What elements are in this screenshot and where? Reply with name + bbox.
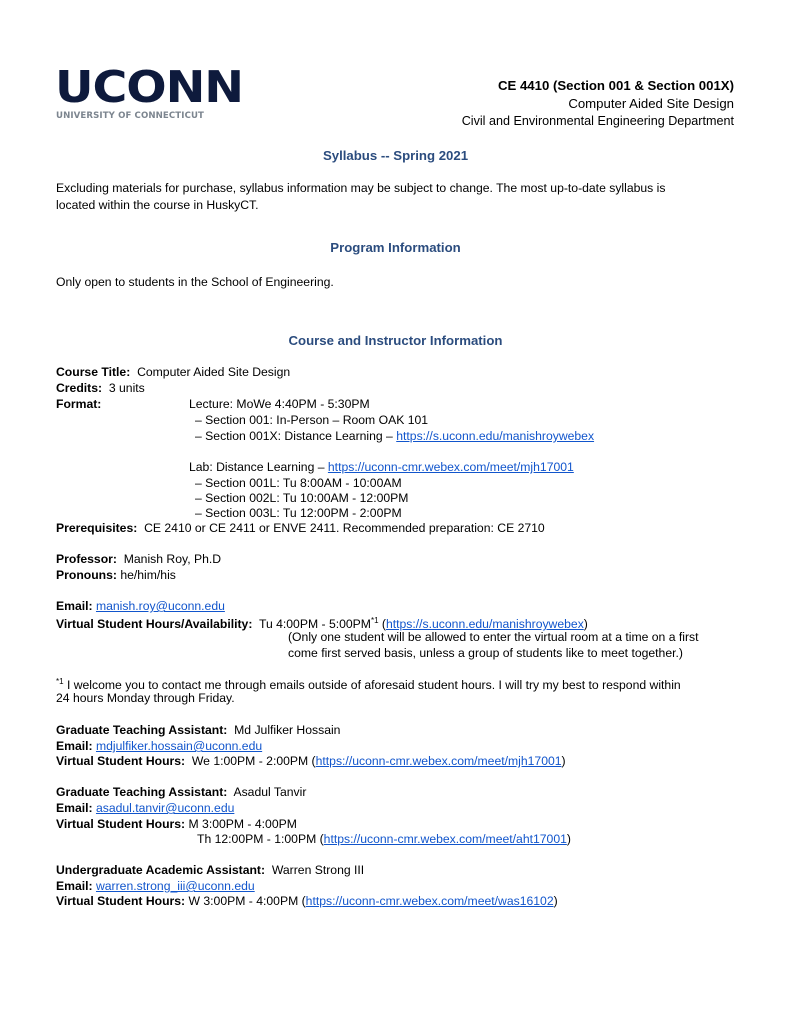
pronouns-row: Pronouns: he/him/his [56,568,176,582]
ta1-name: Md Julfiker Hossain [234,723,341,737]
ta2-row: Graduate Teaching Assistant: Asadul Tanvir [56,785,307,799]
credits-value: 3 units [108,381,145,395]
program-text: Only open to students in the School of Engineering. [56,275,334,289]
department: Civil and Environmental Engineering Department [461,114,734,128]
course-title-row [56,364,290,380]
ta2-hours-row: Virtual Student Hours: M 3:00PM - 4:00PM [56,817,297,831]
disclaimer-line-2: located within the course in HuskyCT. [56,198,259,212]
credits-label: Credits: [56,381,103,395]
ta2-email-row: Email: asadul.tanvir@uconn.edu [56,801,235,815]
uaa-name: Warren Strong III [271,863,365,877]
ta2-hours-row-2: Th 12:00PM - 1:00PM (https://uconn-cmr.webex.com/meet/aht17001) [197,832,571,846]
footnote-line-2: 24 hours Monday through Friday. [56,691,235,705]
course-heading: Course and Instructor Information [288,333,503,348]
disclaimer-line-1: Excluding materials for purchase, syllabus information may be subject to change. The most up-to-date syllabus is [56,181,666,195]
ta2-email-link[interactable]: asadul.tanvir@uconn.edu [95,801,235,815]
ta1-hours-link[interactable]: https://uconn-cmr.webex.com/meet/mjh17001 [315,754,562,768]
footnote-line-1: $^{*1}$ I welcome you to contact me through emails outside of aforesaid student hours. I will try my best to respond within [56,677,681,693]
professor-email-row: Email: manish.roy@uconn.edu [56,599,225,613]
uaa-email-link[interactable]: warren.strong_iii@uconn.edu [95,879,255,893]
course-title-label: Course Title: [56,365,131,379]
professor-email-link[interactable]: manish.roy@uconn.edu [95,599,225,613]
uaa-hours-row: Virtual Student Hours: W 3:00PM - 4:00PM (https://uconn-cmr.webex.com/meet/was16102) [56,894,558,908]
professor-row: Professor: Manish Roy, Ph.D [56,552,222,566]
ta1-row: Graduate Teaching Assistant: Md Julfiker Hossain [56,723,341,737]
course-title-value: Computer Aided Site Design [137,365,291,379]
professor-hours-row: Virtual Student Hours/Availability: Tu 4:00PM - 5:00PM$^{*1}$ (https://s.uconn.edu/manishroywebex) [56,616,588,632]
lab-link[interactable]: https://uconn-cmr.webex.com/meet/mjh17001 [327,460,574,474]
ta1-hours-row: Virtual Student Hours: We 1:00PM - 2:00PM (https://uconn-cmr.webex.com/meet/mjh17001) [56,754,566,768]
lab-section-003l: – Section 003L: Tu 12:00PM - 2:00PM [195,506,402,520]
prerequisites-row: Prerequisites: CE 2410 or CE 2411 or ENVE 2411. Recommended preparation: CE 2710 [56,521,545,535]
uaa-email-row: Email: warren.strong_iii@uconn.edu [56,879,255,893]
pronouns-value: he/him/his [120,568,176,582]
lab-section-002l: – Section 002L: Tu 10:00AM - 12:00PM [195,491,409,505]
professor-note-2: come first served basis, unless a group of students like to meet together.) [288,646,683,660]
format-label: Format: [56,397,102,411]
course-name: Computer Aided Site Design [568,96,734,111]
lab-info: Lab: Distance Learning – https://uconn-cmr.webex.com/meet/mjh17001 [189,460,574,474]
lecture-schedule: Lecture: MoWe 4:40PM - 5:30PM [189,397,370,411]
section-001x: – Section 001X: Distance Learning – https://s.uconn.edu/manishroywebex [195,429,595,443]
lab-section-001l: – Section 001L: Tu 8:00AM - 10:00AM [195,476,402,490]
uaa-row: Undergraduate Academic Assistant: Warren Strong III [56,863,365,877]
section-001: – Section 001: In-Person – Room OAK 101 [195,413,429,427]
ta1-email-row: Email: mdjulfiker.hossain@uconn.edu [56,739,263,753]
section-001x-link[interactable]: https://s.uconn.edu/manishroywebex [396,429,595,443]
prerequisites-value: CE 2410 or CE 2411 or ENVE 2411. Recommended preparation: CE 2710 [144,521,545,535]
uconn-logo: UCONN [55,62,244,113]
professor-name: Manish Roy, Ph.D [123,552,222,566]
credits-row [56,380,145,396]
uconn-logo-subtitle: UNIVERSITY OF CONNECTICUT [56,111,205,121]
professor-hours-link[interactable]: https://s.uconn.edu/manishroywebex [385,617,584,632]
syllabus-title: Syllabus -- Spring 2021 [322,148,469,163]
course-code: CE 4410 (Section 001 & Section 001X) [497,78,734,93]
ta2-hours-link[interactable]: https://uconn-cmr.webex.com/meet/aht17001 [323,832,567,846]
ta1-email-link[interactable]: mdjulfiker.hossain@uconn.edu [95,739,263,753]
uaa-hours-link[interactable]: https://uconn-cmr.webex.com/meet/was16102 [305,894,554,908]
ta2-name: Asadul Tanvir [233,785,307,799]
program-heading: Program Information [330,240,461,255]
professor-note-1: (Only one student will be allowed to enter the virtual room at a time on a first [288,630,699,644]
